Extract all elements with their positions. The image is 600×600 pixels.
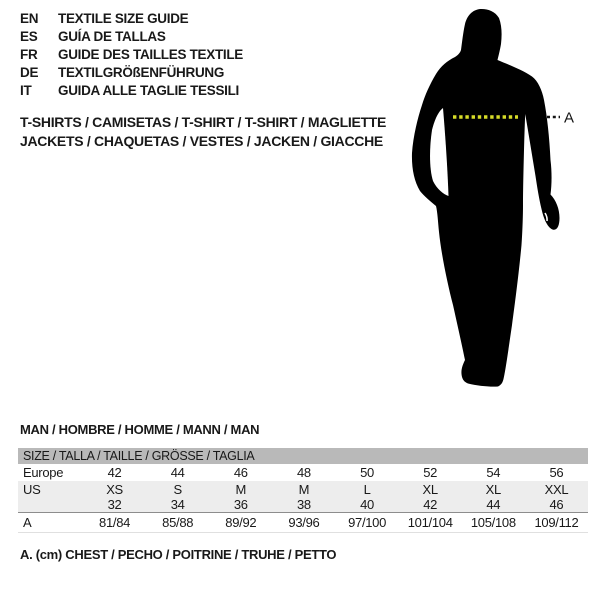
size-cell: 44 — [486, 497, 501, 512]
table-row-europe — [18, 464, 588, 481]
size-cell: 40 — [360, 497, 374, 512]
measure-label-a: A — [564, 109, 575, 127]
language-label: TEXTILE SIZE GUIDE — [58, 11, 189, 26]
language-code: FR — [20, 47, 38, 62]
size-cell: 105/108 — [470, 515, 516, 530]
table-row-chest-cm — [18, 512, 588, 532]
size-cell: 46 — [233, 465, 248, 480]
size-cell: 97/100 — [348, 515, 387, 530]
size-cell: M — [235, 482, 247, 497]
language-code: EN — [20, 11, 39, 26]
language-list — [20, 10, 243, 100]
row-label — [18, 498, 83, 512]
size-cell: 50 — [360, 465, 374, 480]
size-cell: 38 — [297, 497, 311, 512]
size-cell: XL — [485, 482, 501, 497]
language-label: GUIDA ALLE TAGLIE TESSILI — [58, 83, 239, 98]
language-row — [20, 28, 243, 46]
language-code: DE — [20, 65, 39, 80]
size-table — [18, 448, 588, 533]
language-row — [20, 64, 243, 82]
size-cell: 93/96 — [288, 515, 320, 530]
row-label: Europe — [23, 465, 64, 480]
row-label: A — [23, 515, 32, 530]
measurement-legend: A. (cm) CHEST / PECHO / POITRINE / TRUHE / PETTO — [20, 547, 337, 562]
size-cell: 89/92 — [225, 515, 257, 530]
language-row — [20, 10, 243, 28]
size-cell: 109/112 — [534, 515, 579, 530]
size-cell: 42 — [423, 497, 438, 512]
section-title-man: MAN / HOMBRE / HOMME / MANN / MAN — [20, 422, 260, 437]
size-cell: 44 — [170, 465, 185, 480]
size-cell: XXL — [544, 482, 569, 497]
size-cell: XL — [422, 482, 438, 497]
language-row — [20, 82, 243, 100]
size-cell: 48 — [297, 465, 311, 480]
table-row-us — [18, 481, 588, 498]
row-label: US — [23, 482, 41, 497]
table-row-us-numeric — [18, 498, 588, 512]
size-cell: 46 — [549, 497, 564, 512]
size-cell: XS — [106, 482, 123, 497]
language-label: GUÍA DE TALLAS — [58, 29, 166, 44]
language-label: GUIDE DES TAILLES TEXTILE — [58, 47, 244, 62]
size-cell: 101/104 — [407, 515, 453, 530]
language-row — [20, 46, 243, 64]
category-tshirts: T-SHIRTS / CAMISETAS / T-SHIRT / T-SHIRT / MAGLIETTE — [20, 114, 387, 130]
size-cell: 85/88 — [162, 515, 194, 530]
size-cell: 34 — [170, 497, 185, 512]
category-jackets: JACKETS / CHAQUETAS / VESTES / JACKEN / GIACCHE — [20, 132, 383, 149]
man-silhouette — [412, 9, 560, 387]
size-cell: L — [363, 482, 371, 497]
size-cell: 36 — [233, 497, 248, 512]
size-cell: 32 — [107, 497, 122, 512]
language-code: ES — [20, 29, 38, 44]
language-label: TEXTILGRÖßENFÜHRUNG — [58, 65, 225, 80]
garment-categories — [20, 113, 386, 150]
language-code: IT — [20, 83, 32, 98]
man-silhouette-figure — [395, 0, 600, 400]
size-cell: 52 — [423, 465, 438, 480]
size-cell: 42 — [107, 465, 122, 480]
size-table-header: SIZE / TALLA / TAILLE / GRÖSSE / TAGLIA — [18, 448, 588, 464]
man-silhouette-svg — [395, 0, 600, 400]
size-cell: 81/84 — [99, 515, 131, 530]
size-cell: 56 — [549, 465, 564, 480]
size-cell: M — [298, 482, 310, 497]
size-cell: S — [173, 482, 182, 497]
size-cell: 54 — [486, 465, 501, 480]
